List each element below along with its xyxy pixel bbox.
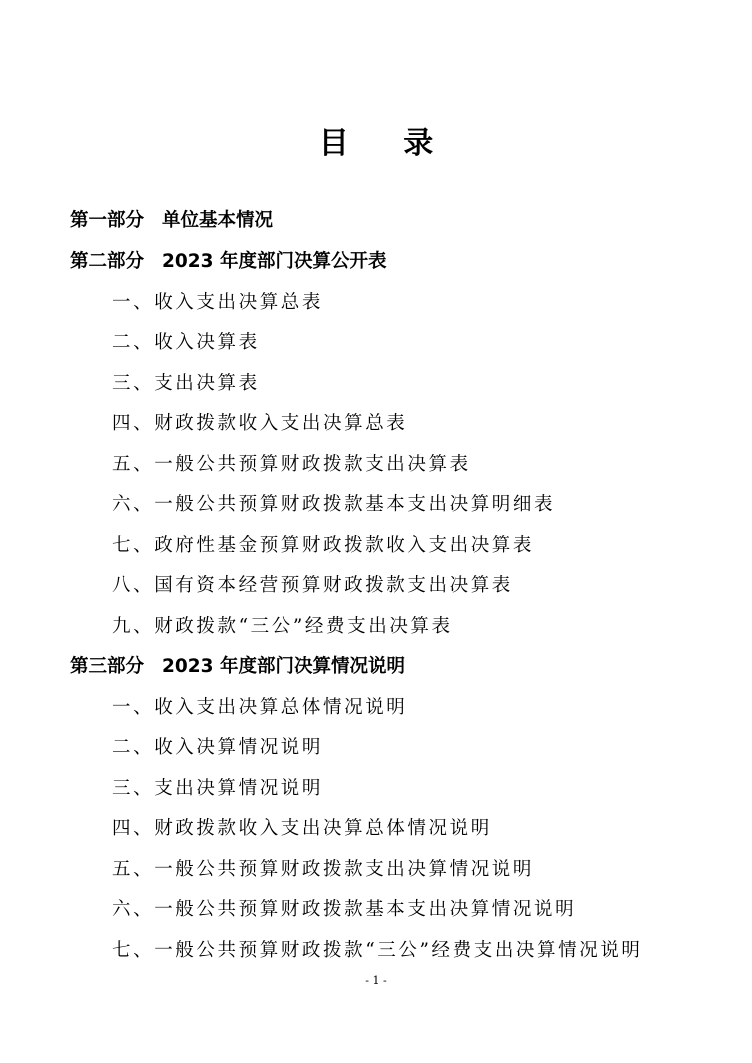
toc-part-label: 第一部分 bbox=[70, 210, 145, 231]
toc-item: 五、一般公共预算财政拨款支出决算情况说明 bbox=[112, 859, 535, 880]
toc-item: 六、一般公共预算财政拨款基本支出决算明细表 bbox=[112, 494, 556, 515]
toc-item: 四、财政拨款收入支出决算总体情况说明 bbox=[112, 818, 492, 839]
toc-item: 二、收入决算表 bbox=[112, 332, 260, 353]
toc-item: 三、支出决算表 bbox=[112, 373, 260, 394]
toc-item: 九、财政拨款“三公”经费支出决算表 bbox=[112, 616, 453, 637]
page-number: - 1 - bbox=[365, 974, 387, 987]
toc-item: 六、一般公共预算财政拨款基本支出决算情况说明 bbox=[112, 899, 577, 920]
toc-item: 五、一般公共预算财政拨款支出决算表 bbox=[112, 454, 471, 475]
toc-part-2 bbox=[70, 249, 386, 275]
toc-item: 四、财政拨款收入支出决算总表 bbox=[112, 413, 408, 434]
toc-part-1 bbox=[70, 208, 273, 234]
toc-item: 一、收入支出决算总体情况说明 bbox=[112, 697, 408, 718]
toc-item: 七、政府性基金预算财政拨款收入支出决算表 bbox=[112, 535, 535, 556]
toc-part-3 bbox=[70, 654, 405, 680]
toc-item: 三、支出决算情况说明 bbox=[112, 778, 324, 799]
toc-part-label: 第三部分 bbox=[70, 656, 145, 677]
toc-part-title: 单位基本情况 bbox=[162, 210, 274, 231]
page-title: 目 录 bbox=[318, 126, 456, 161]
toc-item: 一、收入支出决算总表 bbox=[112, 292, 324, 313]
toc-part-title: 2023 年度部门决算公开表 bbox=[162, 251, 387, 272]
toc-item: 七、一般公共预算财政拨款“三公”经费支出决算情况说明 bbox=[112, 940, 643, 961]
toc-item: 二、收入决算情况说明 bbox=[112, 737, 324, 758]
toc-part-title: 2023 年度部门决算情况说明 bbox=[162, 656, 405, 677]
toc-part-label: 第二部分 bbox=[70, 251, 145, 272]
toc-item: 八、国有资本经营预算财政拨款支出决算表 bbox=[112, 575, 513, 596]
